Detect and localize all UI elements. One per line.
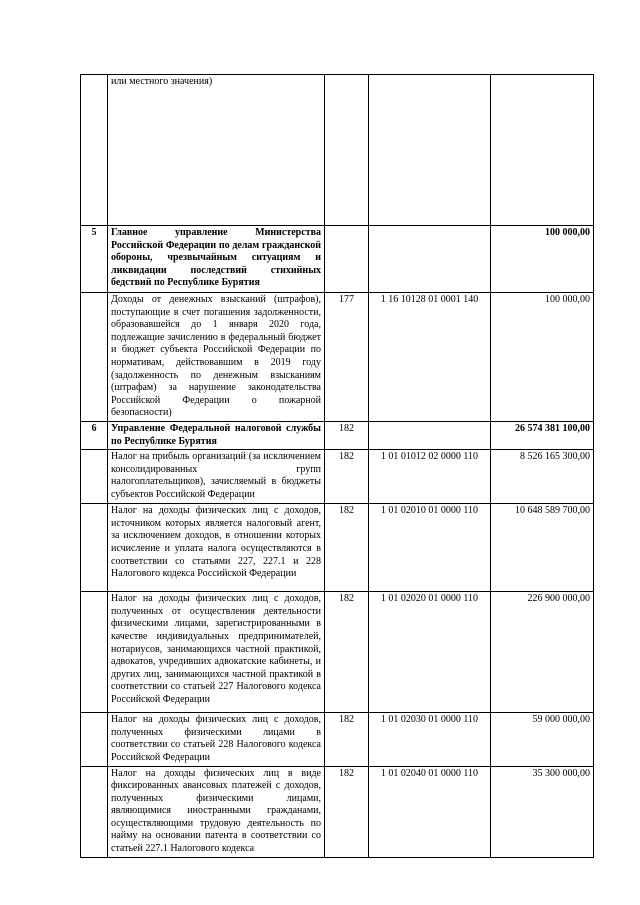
- admin-code-cell: 177: [325, 293, 369, 422]
- admin-code-cell: [325, 226, 369, 293]
- table-body: [81, 75, 594, 858]
- budget-code-cell: [369, 226, 491, 293]
- admin-code-cell: 182: [325, 592, 369, 713]
- table-row: [81, 504, 594, 592]
- budget-code-cell: 1 01 02010 01 0000 110: [369, 504, 491, 592]
- table-row: [81, 766, 594, 857]
- row-name-cell: Главное управление Министерства Российской Федерации по делам гражданской обороны, чрезвычайным ситуациям и ликвидации последствий стихийных бедствий по Республике Бурятия: [108, 226, 325, 293]
- row-number-cell: 6: [81, 421, 108, 449]
- row-number-cell: [81, 504, 108, 592]
- table-row: [81, 226, 594, 293]
- budget-code-cell: 1 01 02020 01 0000 110: [369, 592, 491, 713]
- amount-cell: [491, 75, 594, 226]
- budget-code-cell: 1 01 02040 01 0000 110: [369, 766, 491, 857]
- amount-cell: 26 574 381 100,00: [491, 421, 594, 449]
- amount-cell: 100 000,00: [491, 293, 594, 422]
- row-name-cell: Налог на доходы физических лиц с доходов, полученных физическими лицами в соответствии со статьей 228 Налогового кодекса Российской Федерации: [108, 713, 325, 766]
- row-name-cell: Доходы от денежных взысканий (штрафов), поступающие в счет погашения задолженности, образовавшейся до 1 января 2020 года, подлежащие зачислению в федеральный бюджет и бюджет субъекта Российской Федерации по нормативам, действовавшим в 2019 году (задолженность по денежным взысканиям (штрафам) за нарушение законодательства Российской Федерации о пожарной безопасности): [108, 293, 325, 422]
- row-name-cell: Налог на прибыль организаций (за исключением консолидированных групп налогоплательщиков), зачисляемый в бюджеты субъектов Российской Федерации: [108, 450, 325, 504]
- row-name-cell: или местного значения): [108, 75, 325, 226]
- budget-code-cell: 1 16 10128 01 0001 140: [369, 293, 491, 422]
- amount-cell: 226 900 000,00: [491, 592, 594, 713]
- row-name-cell: Налог на доходы физических лиц в виде фиксированных авансовых платежей с доходов, полученных физическими лицами, являющимися иностранными гражданами, осуществляющими трудовую деятельность по найму на основании патента в соответствии со статьей 227.1 Налогового кодекса: [108, 766, 325, 857]
- amount-cell: 8 526 165 300,00: [491, 450, 594, 504]
- admin-code-cell: 182: [325, 450, 369, 504]
- admin-code-cell: [325, 75, 369, 226]
- table-row: [81, 713, 594, 766]
- budget-code-cell: [369, 75, 491, 226]
- row-number-cell: [81, 450, 108, 504]
- amount-cell: 59 000 000,00: [491, 713, 594, 766]
- budget-table: [80, 74, 594, 858]
- admin-code-cell: 182: [325, 766, 369, 857]
- row-number-cell: [81, 713, 108, 766]
- amount-cell: 10 648 589 700,00: [491, 504, 594, 592]
- table-row: [81, 592, 594, 713]
- budget-code-cell: [369, 421, 491, 449]
- row-number-cell: 5: [81, 226, 108, 293]
- admin-code-cell: 182: [325, 421, 369, 449]
- row-name-cell: Управление Федеральной налоговой службы по Республике Бурятия: [108, 421, 325, 449]
- table-row: [81, 450, 594, 504]
- budget-code-cell: 1 01 02030 01 0000 110: [369, 713, 491, 766]
- admin-code-cell: 182: [325, 504, 369, 592]
- row-number-cell: [81, 75, 108, 226]
- row-name-cell: Налог на доходы физических лиц с доходов, источником которых является налоговый агент, за исключением доходов, в отношении которых исчисление и уплата налога осуществляются в соответствии со статьями 227, 227.1 и 228 Налогового кодекса Российской Федерации: [108, 504, 325, 592]
- row-number-cell: [81, 592, 108, 713]
- table-row: [81, 293, 594, 422]
- table-row: [81, 421, 594, 449]
- budget-code-cell: 1 01 01012 02 0000 110: [369, 450, 491, 504]
- admin-code-cell: 182: [325, 713, 369, 766]
- amount-cell: 100 000,00: [491, 226, 594, 293]
- row-number-cell: [81, 766, 108, 857]
- amount-cell: 35 300 000,00: [491, 766, 594, 857]
- row-name-cell: Налог на доходы физических лиц с доходов, полученных от осуществления деятельности физическими лицами, зарегистрированными в качестве индивидуальных предпринимателей, нотариусов, занимающихся частной практикой, адвокатов, учредивших адвокатские кабинеты, и других лиц, занимающихся частной практикой в соответствии со статьей 227 Налогового кодекса Российской Федерации: [108, 592, 325, 713]
- table-row: [81, 75, 594, 226]
- row-number-cell: [81, 293, 108, 422]
